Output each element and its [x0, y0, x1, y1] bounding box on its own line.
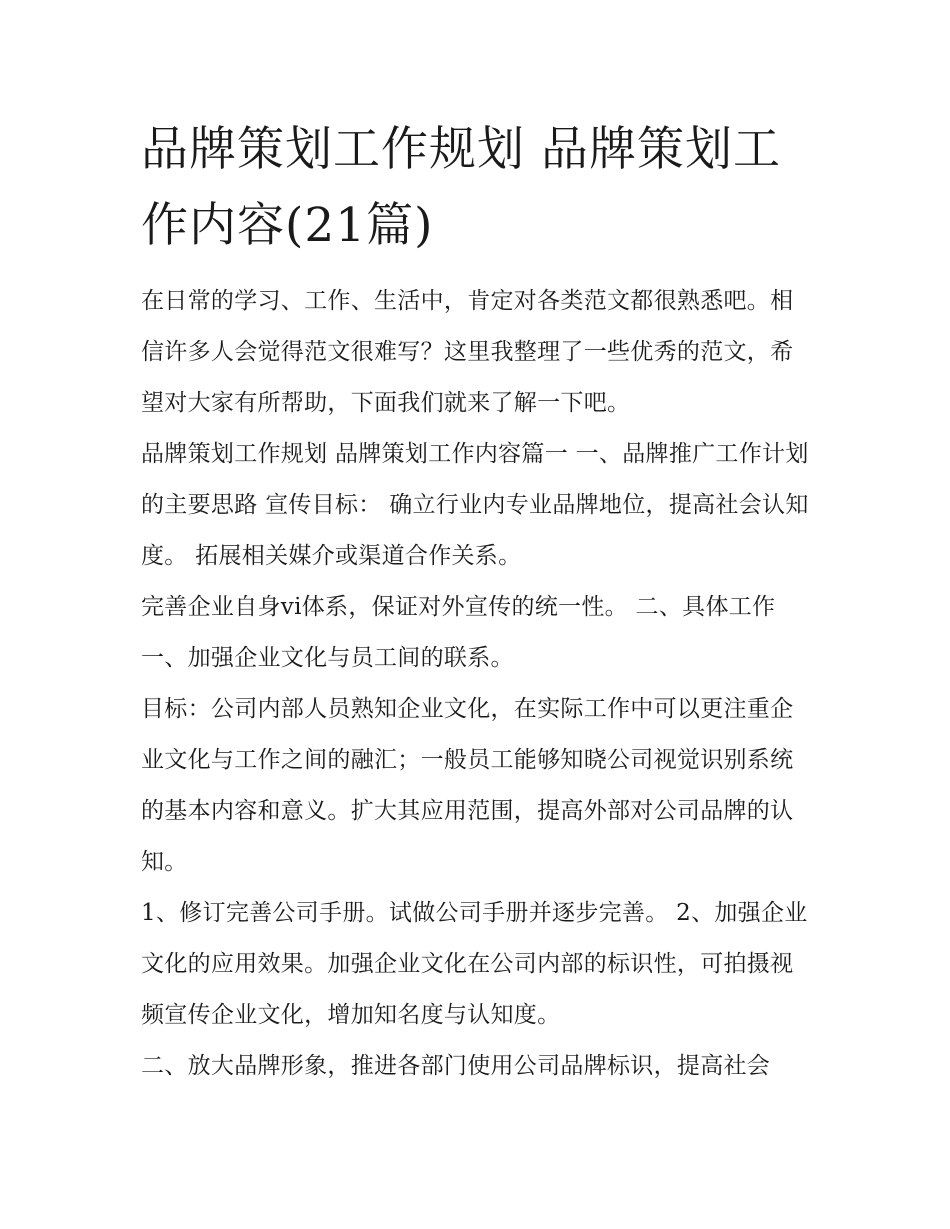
paragraph-vi-system: 完善企业自身vi体系，保证对外宣传的统一性。 二、具体工作 一、加强企业文化与员工间的联系。: [141, 594, 776, 671]
paragraph-brand-image: 二、放大品牌形象，推进各部门使用公司品牌标识，提高社会: [141, 1053, 771, 1079]
paragraph-intro: 在日常的学习、工作、生活中，肯定对各类范文都很熟悉吧。相信许多人会觉得范文很难写？这里我整理了一些优秀的范文，希望对大家有所帮助，下面我们就来了解一下吧。: [141, 288, 794, 416]
paragraph-manual: 1、修订完善公司手册。试做公司手册并逐步完善。 2、加强企业文化的应用效果。加强企业文化在公司内部的标识性，可拍摄视频宣传企业文化，增加知名度与认知度。: [141, 900, 808, 1028]
document-title: 品牌策划工作规划 品牌策划工作内容(21篇): [141, 122, 781, 253]
paragraph-culture-goal: 目标：公司内部人员熟知企业文化，在实际工作中可以更注重企业文化与工作之间的融汇；一般员工能够知晓公司视觉识别系统的基本内容和意义。扩大其应用范围，提高外部对公司品牌的认知。: [141, 696, 794, 875]
document-body: [141, 112, 813, 1092]
paragraph-promotion-plan: 品牌策划工作规划 品牌策划工作内容篇一 一、品牌推广工作计划的主要思路 宣传目标： 确立行业内专业品牌地位，提高社会认知度。 拓展相关媒介或渠道合作关系。: [141, 441, 809, 569]
